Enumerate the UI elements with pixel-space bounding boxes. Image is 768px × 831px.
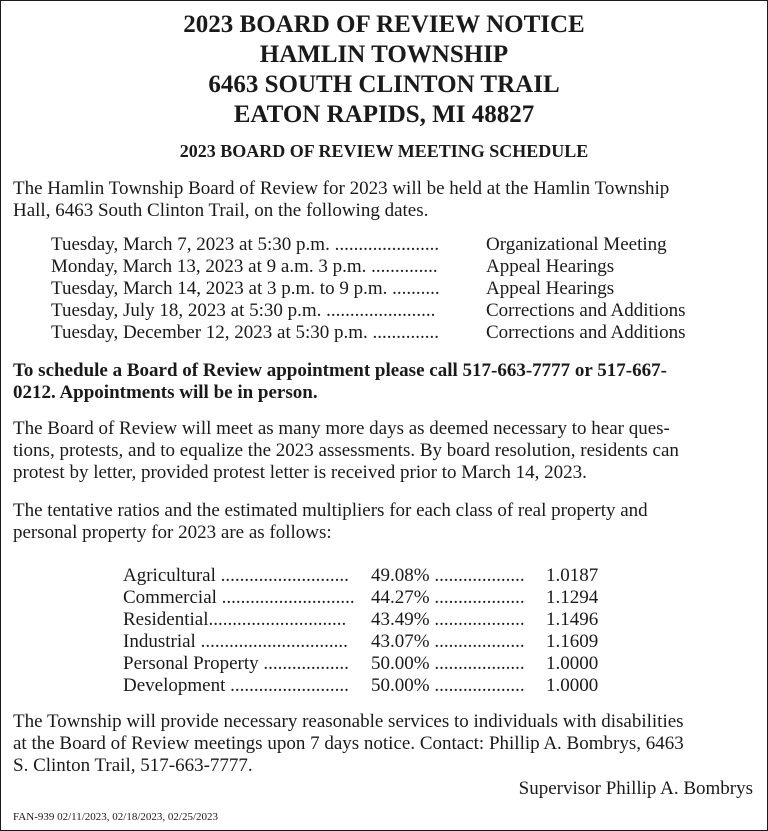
city-address: EATON RAPIDS, MI 48827 xyxy=(233,101,535,128)
meeting-date: Tuesday, December 12, 2023 at 5:30 p.m. .............. xyxy=(51,322,440,343)
review-line-1: The Board of Review will meet as many more days as deemed necessary to hear ques- xyxy=(13,418,670,439)
tentative-ratio: 43.49% ................... xyxy=(371,609,525,630)
property-class: Personal Property .................. xyxy=(123,653,349,674)
supervisor-signature: Supervisor Phillip A. Bombrys xyxy=(518,778,753,799)
street-address: 6463 SOUTH CLINTON TRAIL xyxy=(208,71,560,98)
review-line-3: protest by letter, provided protest letter is received prior to March 14, 2023. xyxy=(13,462,587,483)
ada-line-3: S. Clinton Trail, 517-663-7777. xyxy=(13,755,253,776)
schedule-title: 2023 BOARD OF REVIEW MEETING SCHEDULE xyxy=(179,141,589,161)
estimated-multiplier: 1.0187 xyxy=(546,565,599,586)
ratio-intro-line-2: personal property for 2023 are as follows: xyxy=(13,522,332,543)
estimated-multiplier: 1.1609 xyxy=(546,631,599,652)
tentative-ratio: 49.08% ................... xyxy=(371,565,525,586)
meeting-date: Tuesday, March 7, 2023 at 5:30 p.m. ...................... xyxy=(51,234,440,255)
meeting-type: Organizational Meeting xyxy=(486,234,667,255)
meeting-date: Tuesday, July 18, 2023 at 5:30 p.m. ....................... xyxy=(51,300,436,321)
property-class: Development ......................... xyxy=(123,675,349,696)
meeting-type: Appeal Hearings xyxy=(486,278,615,299)
tentative-ratio: 50.00% ................... xyxy=(371,675,525,696)
meeting-type: Corrections and Additions xyxy=(486,322,686,343)
tentative-ratio: 50.00% ................... xyxy=(371,653,525,674)
property-class: Commercial ............................ xyxy=(123,587,355,608)
ratio-intro-line-1: The tentative ratios and the estimated multipliers for each class of real property and xyxy=(13,500,648,521)
property-class: Residential............................. xyxy=(123,609,347,630)
estimated-multiplier: 1.1496 xyxy=(546,609,599,630)
intro-line-2: Hall, 6463 South Clinton Trail, on the following dates. xyxy=(13,200,429,221)
accessibility-paragraph xyxy=(13,711,758,777)
meeting-date: Monday, March 13, 2023 at 9 a.m. 3 p.m. .............. xyxy=(51,256,438,277)
review-line-2: tions, protests, and to equalize the 2023 assessments. By board resolution, residents can xyxy=(13,440,679,461)
review-paragraph xyxy=(13,418,758,484)
estimated-multiplier: 1.1294 xyxy=(546,587,599,608)
meeting-type: Corrections and Additions xyxy=(486,300,686,321)
ada-line-1: The Township will provide necessary reasonable services to individuals with disabilities xyxy=(13,711,684,732)
notice-title: 2023 BOARD OF REVIEW NOTICE xyxy=(183,11,585,38)
intro-paragraph xyxy=(13,178,758,222)
ada-line-2: at the Board of Review meetings upon 7 days notice. Contact: Phillip A. Bombrys, 6463 xyxy=(13,733,684,754)
publication-footer: FAN-939 02/11/2023, 02/18/2023, 02/25/2023 xyxy=(13,811,219,823)
meeting-date: Tuesday, March 14, 2023 at 3 p.m. to 9 p.m. .......... xyxy=(51,278,440,299)
estimated-multiplier: 1.0000 xyxy=(546,653,599,674)
tentative-ratio: 43.07% ................... xyxy=(371,631,525,652)
township-name: HAMLIN TOWNSHIP xyxy=(259,41,509,68)
appointment-paragraph xyxy=(13,360,758,404)
appointment-line-1: To schedule a Board of Review appointment please call 517-663-7777 or 517-667- xyxy=(13,360,667,381)
estimated-multiplier: 1.0000 xyxy=(546,675,599,696)
tentative-ratio: 44.27% ................... xyxy=(371,587,525,608)
ratio-intro-paragraph xyxy=(13,500,758,544)
property-class: Industrial ............................... xyxy=(123,631,348,652)
property-class: Agricultural ........................... xyxy=(123,565,349,586)
meeting-type: Appeal Hearings xyxy=(486,256,615,277)
intro-line-1: The Hamlin Township Board of Review for 2023 will be held at the Hamlin Township xyxy=(13,178,670,199)
appointment-line-2: 0212. Appointments will be in person. xyxy=(13,382,318,403)
